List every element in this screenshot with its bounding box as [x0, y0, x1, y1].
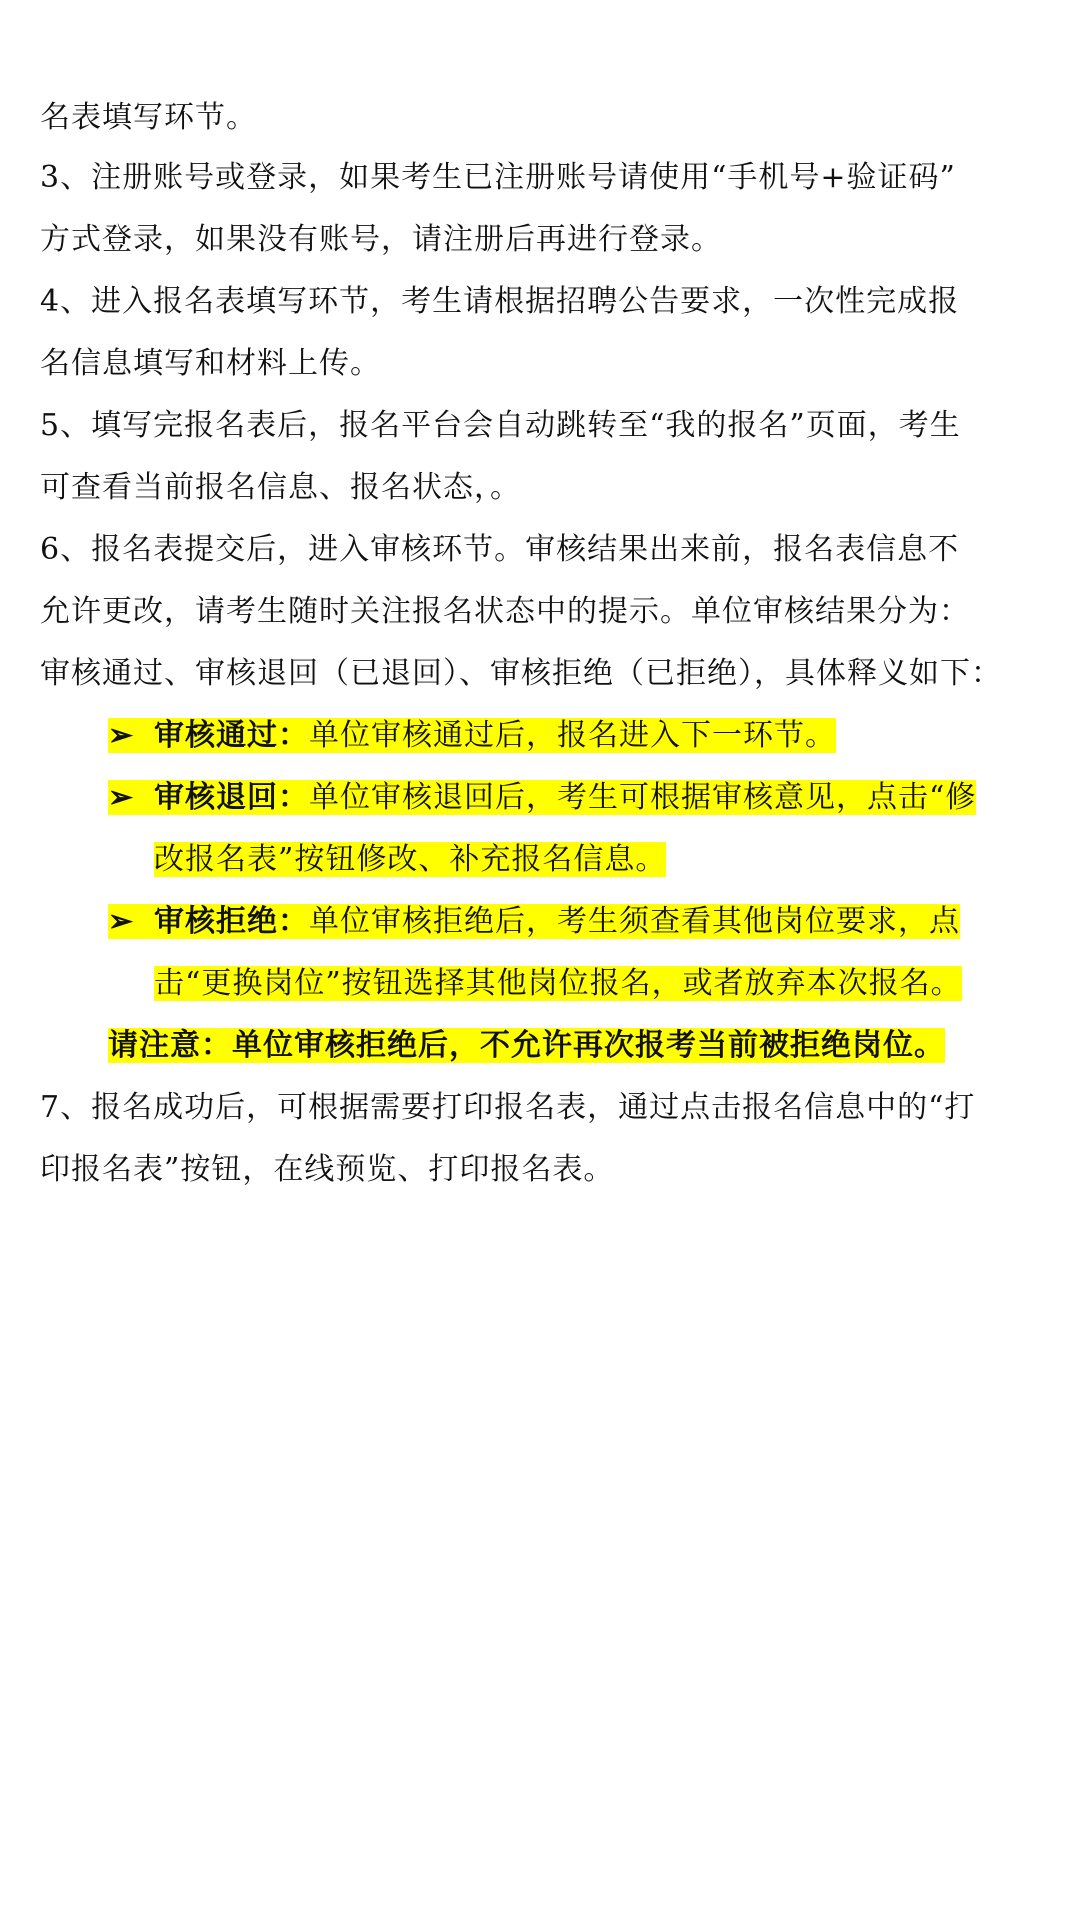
text: 方式登录，如果没有账号，请注册后再进行登录。	[40, 222, 722, 257]
bullet-label: 审核退回：	[154, 780, 309, 815]
bullet-text: 单位审核拒绝后，考生须查看其他岗位要求，点	[309, 904, 960, 939]
text: 4、进入报名表填写环节，考生请根据招聘公告要求，一次性完成报	[40, 284, 960, 319]
text: 5、填写完报名表后，报名平台会自动跳转至“我的报名”页面，考生	[40, 408, 961, 443]
paragraph-line	[40, 654, 1002, 694]
paragraph-line	[40, 1088, 975, 1128]
text: 印报名表”按钮，在线预览、打印报名表。	[40, 1152, 615, 1187]
arrow-bullet-icon: ➢	[108, 904, 135, 939]
notice-line	[108, 1026, 945, 1066]
text: 审核通过、审核退回（已退回）、审核拒绝（已拒绝），具体释义如下：	[40, 656, 1002, 691]
bullet-text: 单位审核通过后，报名进入下一环节。	[309, 718, 836, 753]
text: 允许更改，请考生随时关注报名状态中的提示。单位审核结果分为：	[40, 594, 970, 629]
paragraph-line	[40, 468, 521, 508]
bullet-item	[108, 902, 960, 942]
text: 3、注册账号或登录，如果考生已注册账号请使用“手机号+验证码”	[40, 160, 956, 195]
paragraph-line	[40, 98, 257, 138]
text: 名表填写环节。	[40, 100, 257, 135]
bullet-item	[108, 716, 836, 756]
paragraph-line	[40, 406, 961, 446]
text: 7、报名成功后，可根据需要打印报名表，通过点击报名信息中的“打	[40, 1090, 976, 1125]
arrow-bullet-icon: ➢	[108, 780, 135, 815]
paragraph-line	[40, 1150, 614, 1190]
bullet-item	[108, 778, 976, 818]
bullet-label: 审核通过：	[154, 718, 309, 753]
bullet-label: 审核拒绝：	[154, 904, 309, 939]
notice-text: 请注意：单位审核拒绝后，不允许再次报考当前被拒绝岗位。	[108, 1028, 945, 1063]
bullet-text: 单位审核退回后，考生可根据审核意见，点击“修	[309, 780, 977, 815]
text: 6、报名表提交后，进入审核环节。审核结果出来前，报名表信息不	[40, 532, 960, 567]
text: 可查看当前报名信息、报名状态，。	[40, 470, 521, 505]
paragraph-line	[40, 158, 956, 198]
paragraph-line	[40, 592, 970, 632]
bullet-continuation	[154, 964, 962, 1004]
text: 名信息填写和材料上传。	[40, 346, 381, 381]
paragraph-line	[40, 344, 381, 384]
bullet-text: 击“更换岗位”按钮选择其他岗位报名，或者放弃本次报名。	[154, 966, 962, 1001]
paragraph-line	[40, 530, 959, 570]
bullet-continuation	[154, 840, 666, 880]
arrow-bullet-icon: ➢	[108, 718, 135, 753]
paragraph-line	[40, 220, 722, 260]
bullet-text: 改报名表”按钮修改、补充报名信息。	[154, 842, 667, 877]
paragraph-line	[40, 282, 959, 322]
